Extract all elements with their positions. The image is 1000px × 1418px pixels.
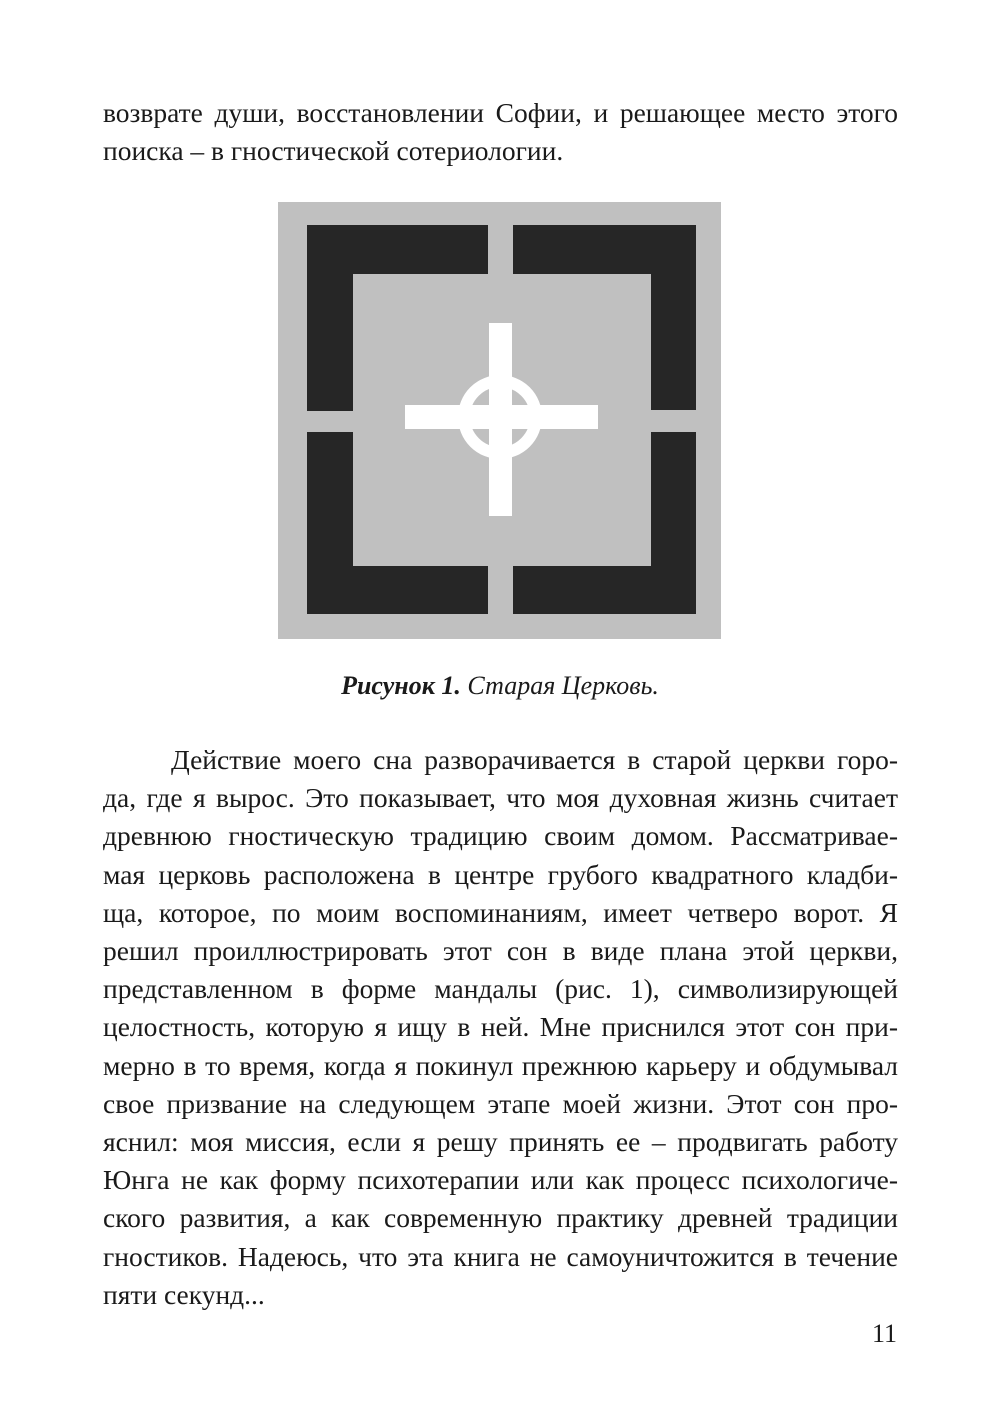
text-line: пяти секунд... xyxy=(103,1278,265,1310)
text-line: гностиков. Надеюсь, что эта книга не самоуничтожится в течение xyxy=(103,1240,898,1272)
caption-text: Старая Церковь. xyxy=(467,671,659,700)
text-line: возврате души, восстановлении Софии, и решающее место этого xyxy=(103,97,898,128)
text-line: представленном в форме мандалы (рис. 1), символизирующей xyxy=(103,973,898,1005)
text-line: да, где я вырос. Это показывает, что моя духовная жизнь считает xyxy=(103,782,898,814)
text-line: ща, которое, по моим воспоминаниям, имеет четверо ворот. Я xyxy=(103,896,898,928)
text-line: Действие моего сна разворачивается в старой церкви горо- xyxy=(171,744,898,775)
text-line: мая церковь расположена в центре грубого квадратного кладби- xyxy=(103,858,898,890)
page-number: 11 xyxy=(871,1319,897,1348)
text-line: целостность, которую я ищу в ней. Мне приснился этот сон при- xyxy=(103,1011,898,1043)
text-line: свое призвание на следующем этапе моей жизни. Этот сон про- xyxy=(103,1087,898,1119)
figure-caption xyxy=(0,668,1000,704)
intro-paragraph xyxy=(103,94,898,170)
text-line: решил проиллюстрировать этот сон в виде плана этой церкви, xyxy=(103,935,898,967)
text-line: поиска – в гностической сотериологии. xyxy=(103,135,564,167)
caption-label: Рисунок 1. xyxy=(341,671,461,700)
old-church-mandala-icon xyxy=(278,202,721,639)
text-line: мерно в то время, когда я покинул прежнюю карьеру и обдумывал xyxy=(103,1049,898,1081)
text-line: древнюю гностическую традицию своим домом. Рассматривае- xyxy=(103,820,898,852)
text-line: Юнга не как форму психотерапии или как процесс психологиче- xyxy=(103,1164,898,1196)
body-paragraph xyxy=(103,741,898,1314)
text-line: яснил: моя миссия, если я решу принять ее – продвигать работу xyxy=(103,1126,898,1158)
church-mandala-figure xyxy=(278,202,721,639)
text-line: ского развития, а как современную практику древней традиции xyxy=(103,1202,898,1234)
